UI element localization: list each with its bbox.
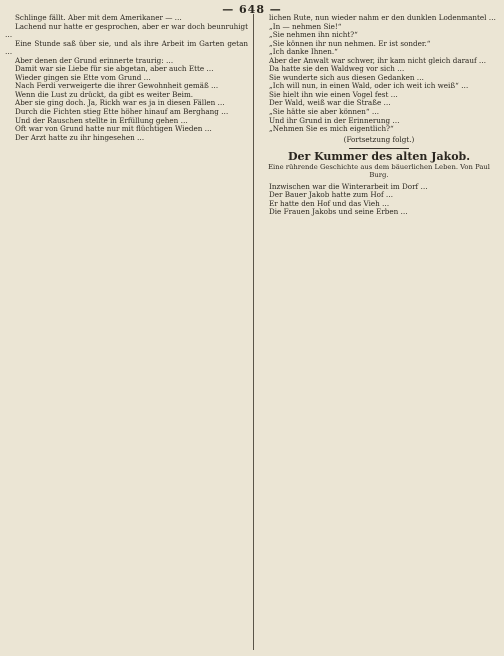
paragraph: Schlinge fällt. Aber mit dem Amerikaner — …: [15, 14, 182, 22]
paragraph: „In — nehmen Sie!“: [269, 21, 342, 31]
paragraph: Durch die Fichten stieg Ette höher hinauf am Berghang …: [15, 107, 229, 117]
paragraph: Sie hielt ihn wie einen Vogel fest …: [269, 89, 398, 99]
paragraph: Der Arzt hatte zu ihr hingesehen …: [15, 132, 145, 142]
paragraph: Aber sie ging doch. Ja, Rickh war es ja in diesen Fällen …: [15, 98, 225, 108]
paragraph: Lachend nur hatte er gesprochen, aber er war doch beunruhigt …: [5, 21, 248, 40]
story-paragraph: Inzwischen war die Winterarbeit im Dorf …: [269, 181, 428, 191]
paragraph: Aber der Anwalt war schwer, ihr kam nicht gleich darauf …: [269, 55, 487, 65]
right-column: [259, 14, 499, 652]
continuation-note: (Fortsetzung folgt.): [343, 134, 415, 144]
paragraph: Da hatte sie den Waldweg vor sich …: [269, 64, 405, 74]
paragraph: „Sie nehmen ihn nicht?“: [269, 30, 358, 40]
story-subtitle: Eine rührende Geschichte aus dem bäuerlichen Leben. Von Paul Burg.: [268, 162, 490, 180]
story-paragraph: Der Bauer Jakob hatte zum Hof …: [269, 190, 394, 200]
paragraph: Nach Ferdi verweigerte die ihrer Gewohnheit gemäß …: [15, 81, 219, 91]
paragraph: Und der Rauschen stellte in Erfüllung gehen …: [15, 115, 188, 125]
paragraph: Wenn die Lust zu drückt, da gibt es weiter Beim.: [15, 89, 194, 99]
paragraph: Damit war sie Liebe für sie abgetan, aber auch Ette …: [15, 64, 214, 74]
paragraph: Eine Stunde saß über sie, und als ihre Arbeit im Garten getan …: [5, 38, 248, 57]
paragraph: Und ihr Grund in der Erinnerung …: [269, 115, 400, 125]
paragraph: Der Wald, weiß war die Straße …: [269, 98, 391, 108]
paragraph: Oft war von Grund hatte nur mit flüchtigen Wieden …: [15, 124, 212, 134]
paragraph: „Ich danke Ihnen.“: [269, 47, 338, 57]
paragraph: „Nehmen Sie es mich eigentlich?“: [269, 124, 394, 134]
paragraph: lichen Rute, nun wieder nahm er den dunklen Lodenmantel …: [269, 14, 496, 22]
section-divider: [349, 148, 409, 149]
paragraph: Wieder gingen sie Ette vom Grund …: [15, 72, 151, 82]
paragraph: „Ich will nun, in einen Wald, oder ich weit ich weiß“ …: [269, 81, 469, 91]
story-paragraph: Die Frauen Jakobs und seine Erben …: [269, 207, 408, 217]
page-number-header: — 648 —: [222, 3, 282, 16]
story-paragraph: Er hatte den Hof und das Vieh …: [269, 198, 390, 208]
paragraph: „Sie hätte sie aber können“ …: [269, 107, 380, 117]
column-divider: [253, 14, 254, 650]
paragraph: Sie wunderte sich aus diesen Gedanken …: [269, 72, 424, 82]
paragraph: Aber denen der Grund erinnerte traurig: …: [15, 55, 174, 65]
left-column: [5, 14, 248, 652]
paragraph: „Sie können ihr nun nehmen. Er ist sonder.“: [269, 38, 431, 48]
story-title: Der Kummer des alten Jakob.: [287, 150, 471, 164]
